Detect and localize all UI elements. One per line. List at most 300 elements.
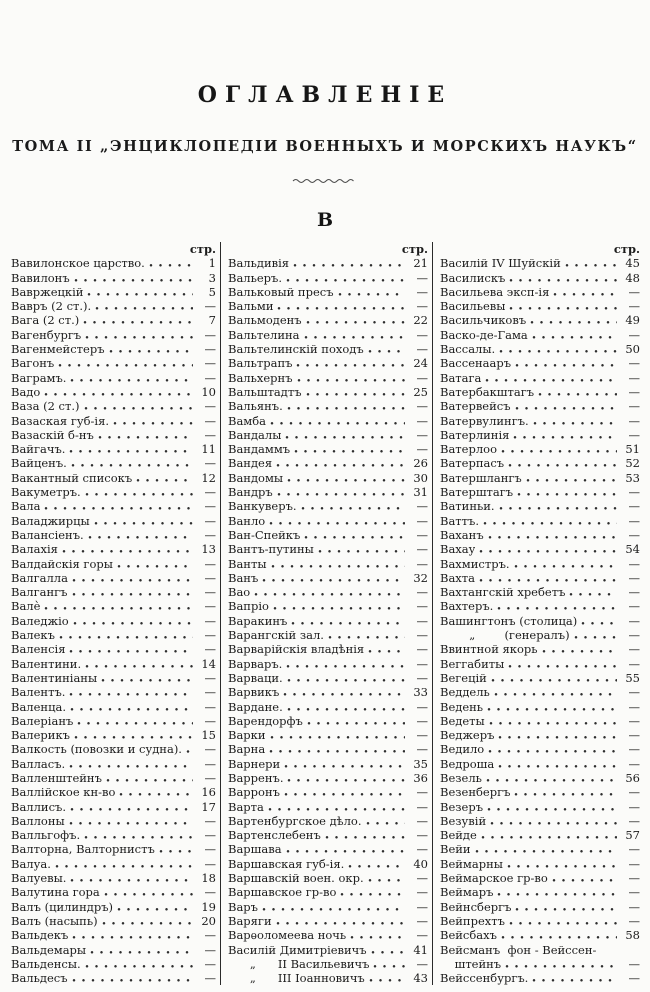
entry-page: 20: [201, 913, 216, 928]
entry-title: Ватерпасъ: [440, 456, 505, 471]
entry-title: Вакуметръ.: [11, 485, 81, 500]
dot-leaders: [552, 285, 617, 299]
dot-leaders: [531, 971, 617, 985]
page-subtitle: ТОМА II „ЭНЦИКЛОПЕДІИ ВОЕННЫХЪ И МОРСКИХЪ НАУКЪ“: [12, 138, 638, 155]
entry-title: Вейсбахъ: [440, 928, 497, 943]
toc-entry: [11, 785, 216, 799]
dot-leaders: [71, 585, 193, 599]
entry-page: —: [628, 785, 640, 800]
entry-title: Варангскій зал.: [228, 628, 324, 643]
entry-page: —: [416, 928, 428, 943]
entry-title: Веддель: [440, 685, 490, 700]
dot-leaders: [497, 757, 617, 771]
entry-page: —: [416, 542, 428, 557]
entry-page: 26: [413, 456, 428, 471]
dot-leaders: [474, 842, 617, 856]
dot-leaders: [532, 414, 617, 428]
toc-entry: [440, 271, 640, 285]
entry-title: Вагенбургъ: [11, 327, 82, 342]
entry-page: —: [628, 384, 640, 399]
toc-entry: [440, 585, 640, 599]
toc-entry: [440, 671, 640, 685]
entry-page: —: [416, 427, 428, 442]
dot-leaders: [158, 842, 193, 856]
toc-entry: [228, 313, 428, 327]
toc-entry: [440, 914, 640, 928]
toc-entry: [11, 771, 216, 785]
toc-entry: [228, 657, 428, 671]
entry-page: —: [204, 842, 216, 857]
entry-page: —: [204, 456, 216, 471]
dot-leaders: [486, 700, 617, 714]
entry-title: Варнери: [228, 756, 281, 771]
dot-leaders: [270, 557, 406, 571]
entry-title: Вапріо: [228, 599, 269, 614]
toc-entry: [440, 885, 640, 899]
entry-title: Веггабиты: [440, 656, 505, 671]
entry-page: 33: [413, 685, 428, 700]
entry-page: —: [204, 327, 216, 342]
dot-leaders: [508, 299, 617, 313]
entry-title: Ваханъ: [440, 527, 484, 542]
dot-leaders: [514, 399, 617, 413]
entry-title: Вальтелинскій походъ: [228, 342, 364, 357]
dot-leaders: [541, 642, 617, 656]
dot-leaders: [286, 700, 405, 714]
entry-page: —: [416, 342, 428, 357]
entry-title: Валаджирцы: [11, 513, 90, 528]
entry-title: Варварійскія владѣнія: [228, 642, 365, 657]
dot-leaders: [286, 471, 405, 485]
toc-entry: [440, 728, 640, 742]
entry-page: —: [628, 842, 640, 857]
entry-page: —: [416, 713, 428, 728]
dot-leaders: [282, 685, 405, 699]
toc-entry: [11, 814, 216, 828]
dot-leaders: [105, 771, 193, 785]
entry-title: Вальхернъ: [228, 370, 293, 385]
dot-leaders: [303, 328, 405, 342]
entry-title: Вахтеръ.: [440, 599, 494, 614]
dot-leaders: [480, 828, 617, 842]
entry-page: —: [204, 756, 216, 771]
toc-entry: [228, 356, 428, 370]
dot-leaders: [276, 485, 405, 499]
toc-entry: [11, 256, 216, 270]
dot-leaders: [368, 971, 405, 985]
page-column-label: стр.: [401, 242, 428, 256]
column-page-header: [228, 242, 428, 256]
entry-page: —: [204, 585, 216, 600]
entry-title: Варакинъ: [228, 613, 288, 628]
dot-leaders: [507, 456, 617, 470]
dot-leaders: [300, 499, 405, 513]
entry-title: Валенсія: [11, 642, 66, 657]
toc-entry: [440, 285, 640, 299]
toc-entry: [11, 514, 216, 528]
dot-leaders: [347, 857, 405, 871]
entry-page: —: [204, 642, 216, 657]
dot-leaders: [516, 485, 617, 499]
entry-page: —: [204, 956, 216, 971]
toc-entry: [228, 299, 428, 313]
entry-page: —: [628, 642, 640, 657]
entry-page: 11: [201, 442, 216, 457]
toc-entry: [440, 785, 640, 799]
toc-entry: [228, 428, 428, 442]
entry-page: —: [628, 399, 640, 414]
dot-leaders: [512, 428, 617, 442]
toc-entry: [228, 757, 428, 771]
entry-title: Вайгачъ.: [11, 442, 66, 457]
entry-page: —: [628, 327, 640, 342]
dot-leaders: [286, 399, 405, 413]
entry-title: Вазаская губ-ія.: [11, 413, 110, 428]
entry-page: —: [204, 670, 216, 685]
dot-leaders: [68, 442, 193, 456]
entry-page: —: [628, 699, 640, 714]
toc-entry: [11, 571, 216, 585]
toc-entry: [11, 700, 216, 714]
entry-title: Валентиніаны: [11, 670, 98, 685]
dot-leaders: [285, 271, 405, 285]
entry-page: 24: [413, 356, 428, 371]
toc-entry: [440, 328, 640, 342]
dot-leaders: [490, 671, 617, 685]
toc-entry: [228, 800, 428, 814]
dot-leaders: [487, 742, 617, 756]
toc-entry: [440, 256, 640, 270]
dot-leaders: [296, 371, 405, 385]
entry-page: 22: [413, 313, 428, 328]
entry-title: Везеръ: [440, 799, 484, 814]
entry-title: Варендорфъ: [228, 713, 303, 728]
toc-entry: [228, 914, 428, 928]
dot-leaders: [367, 642, 405, 656]
toc-entry: [228, 714, 428, 728]
entry-page: —: [416, 913, 428, 928]
dot-leaders: [324, 828, 405, 842]
dot-leaders: [86, 285, 193, 299]
entry-page: —: [416, 842, 428, 857]
dot-leaders: [97, 428, 193, 442]
dot-leaders: [303, 528, 405, 542]
toc-entry: [11, 685, 216, 699]
toc-entry: [228, 399, 428, 413]
dot-leaders: [272, 599, 405, 613]
entry-page: —: [416, 885, 428, 900]
entry-title: Вандаммъ: [228, 442, 291, 457]
entry-title: Варронъ: [228, 785, 280, 800]
entry-page: —: [628, 899, 640, 914]
dot-leaders: [372, 957, 405, 971]
entry-title: Варренъ.: [228, 770, 284, 785]
entry-title: Ватиньи.: [440, 499, 495, 514]
toc-entry: [440, 456, 640, 470]
entry-title: Варвикъ: [228, 685, 280, 700]
toc-entry: [440, 499, 640, 513]
entry-title: Валлійское кн-во: [11, 785, 116, 800]
dot-leaders: [135, 471, 193, 485]
entry-title: Вазаскій б-нъ: [11, 427, 94, 442]
dot-leaders: [69, 700, 193, 714]
entry-title: Валгалла: [11, 570, 68, 585]
toc-entry: [228, 700, 428, 714]
entry-title: Ватага: [440, 370, 482, 385]
entry-page: 57: [625, 828, 640, 843]
dot-leaders: [100, 671, 193, 685]
toc-entry: [440, 928, 640, 942]
entry-page: —: [416, 828, 428, 843]
toc-entry: [228, 642, 428, 656]
entry-page: 31: [413, 485, 428, 500]
toc-entry: [11, 356, 216, 370]
entry-title: Валкость (повозки и судна).: [11, 742, 182, 757]
entry-page: —: [204, 370, 216, 385]
entry-title: Валѐ: [11, 599, 41, 614]
dot-leaders: [68, 685, 193, 699]
toc-entry: [11, 900, 216, 914]
entry-page: —: [416, 299, 428, 314]
toc-columns: [0, 242, 650, 985]
entry-page: 53: [625, 470, 640, 485]
toc-entry: [11, 614, 216, 628]
dot-leaders: [93, 514, 193, 528]
entry-page: —: [628, 527, 640, 542]
dot-leaders: [101, 914, 193, 928]
entry-title: Васильчиковъ: [440, 313, 527, 328]
entry-page: —: [416, 699, 428, 714]
entry-title: Веймарское гр-во: [440, 871, 548, 886]
entry-page: —: [628, 513, 640, 528]
toc-entry: [11, 828, 216, 842]
entry-title: Валъ (насыпь): [11, 913, 98, 928]
entry-title: Валансіенъ.: [11, 527, 84, 542]
entry-title: Вейссенбургъ.: [440, 971, 529, 986]
entry-title: Вальдесъ: [11, 971, 68, 986]
entry-page: —: [628, 656, 640, 671]
toc-entry: [228, 414, 428, 428]
entry-page: —: [628, 856, 640, 871]
toc-entry: [228, 342, 428, 356]
toc-entry: [440, 485, 640, 499]
entry-title: Вамба: [228, 413, 267, 428]
entry-page: —: [416, 956, 428, 971]
entry-page: 1: [208, 256, 216, 271]
dot-leaders: [564, 256, 617, 270]
entry-title: Ватербакштагъ: [440, 384, 535, 399]
entry-title: Вальштадтъ: [228, 384, 302, 399]
page-column-label: стр.: [189, 242, 216, 256]
dot-leaders: [504, 957, 617, 971]
entry-page: —: [204, 628, 216, 643]
entry-title: Вейсманъ фон - Вейссен-: [440, 942, 597, 957]
entry-title: Варваръ.: [228, 656, 283, 671]
toc-entry: [228, 900, 428, 914]
entry-page: —: [628, 813, 640, 828]
entry-title: Вассалы.: [440, 342, 496, 357]
toc-entry: [11, 599, 216, 613]
dot-leaders: [275, 456, 405, 470]
entry-title: Вавилонъ: [11, 270, 70, 285]
entry-title: Везувій: [440, 813, 487, 828]
toc-entry: [228, 471, 428, 485]
toc-entry: [228, 885, 428, 899]
entry-page: —: [628, 284, 640, 299]
entry-title: Ведило: [440, 742, 485, 757]
entry-title: „ III Іоанновичъ: [228, 971, 365, 986]
dot-leaders: [261, 571, 405, 585]
entry-title: Вала: [11, 499, 41, 514]
dot-leaders: [269, 414, 405, 428]
dot-leaders: [68, 757, 193, 771]
dot-leaders: [498, 342, 617, 356]
entry-page: —: [204, 942, 216, 957]
dot-leaders: [305, 385, 405, 399]
entry-title: Вейнсбергъ: [440, 899, 512, 914]
toc-entry: [11, 456, 216, 470]
dot-leaders: [83, 399, 194, 413]
entry-page: —: [628, 685, 640, 700]
entry-title: Ванло: [228, 513, 266, 528]
toc-entry: [228, 499, 428, 513]
dot-leaders: [268, 742, 405, 756]
entry-page: —: [416, 628, 428, 643]
dot-leaders: [70, 456, 193, 470]
entry-page: 36: [413, 770, 428, 785]
toc-entry: [11, 414, 216, 428]
toc-entry: [11, 714, 216, 728]
entry-page: 40: [413, 856, 428, 871]
toc-entry: [440, 871, 640, 885]
toc-column-3: [433, 242, 644, 985]
entry-page: —: [416, 327, 428, 342]
entry-title: Варшавскій воен. окр.: [228, 871, 364, 886]
entry-page: —: [416, 670, 428, 685]
dot-leaders: [525, 471, 617, 485]
toc-entry: [440, 528, 640, 542]
toc-entry: [11, 399, 216, 413]
entry-title: Вандея: [228, 456, 273, 471]
toc-entry: [228, 256, 428, 270]
entry-page: —: [416, 599, 428, 614]
dot-leaders: [531, 328, 617, 342]
entry-title: Вассенааръ: [440, 356, 512, 371]
entry-page: 13: [201, 542, 216, 557]
entry-page: 10: [201, 384, 216, 399]
toc-entry: [440, 943, 640, 957]
dot-leaders: [185, 742, 193, 756]
entry-title: Варшава: [228, 842, 282, 857]
entry-page: —: [416, 799, 428, 814]
dot-leaders: [57, 356, 193, 370]
entry-page: —: [628, 885, 640, 900]
entry-title: Вальянъ.: [228, 399, 283, 414]
toc-entry: [11, 628, 216, 642]
dot-leaders: [269, 728, 405, 742]
entry-title: Вартенслебенъ: [228, 828, 321, 843]
dot-leaders: [148, 256, 193, 270]
entry-title: Ведеты: [440, 713, 485, 728]
entry-page: 3: [208, 270, 216, 285]
entry-title: Ваттъ.: [440, 513, 480, 528]
toc-entry: [228, 671, 428, 685]
dot-leaders: [108, 342, 193, 356]
entry-title: Вайценъ.: [11, 456, 67, 471]
entry-page: —: [416, 613, 428, 628]
entry-title: Ватершлангъ: [440, 470, 522, 485]
dot-leaders: [367, 871, 405, 885]
dot-leaders: [118, 785, 193, 799]
entry-title: Ванты: [228, 556, 267, 571]
dot-leaders: [482, 514, 617, 528]
entry-page: —: [628, 756, 640, 771]
entry-page: —: [204, 356, 216, 371]
toc-entry: [440, 971, 640, 985]
dot-leaders: [84, 328, 193, 342]
toc-entry: [11, 928, 216, 942]
entry-title: Вао: [228, 585, 251, 600]
entry-page: 45: [625, 256, 640, 271]
toc-entry: [228, 585, 428, 599]
entry-page: 55: [625, 670, 640, 685]
dot-leaders: [478, 542, 617, 556]
entry-title: штейнъ: [440, 956, 502, 971]
entry-page: —: [204, 713, 216, 728]
entry-title: Вейи: [440, 842, 471, 857]
dot-leaders: [365, 814, 406, 828]
entry-page: —: [416, 742, 428, 757]
entry-page: —: [628, 913, 640, 928]
entry-page: —: [204, 485, 216, 500]
dot-leaders: [285, 657, 405, 671]
dot-leaders: [103, 885, 193, 899]
entry-page: —: [204, 813, 216, 828]
dot-leaders: [306, 714, 405, 728]
toc-entry: [11, 971, 216, 985]
dot-leaders: [339, 885, 405, 899]
toc-entry: [228, 728, 428, 742]
toc-entry: [228, 271, 428, 285]
dot-leaders: [89, 943, 193, 957]
entry-title: Вантъ-путины: [228, 542, 314, 557]
toc-entry: [228, 285, 428, 299]
entry-page: —: [416, 899, 428, 914]
dot-leaders: [284, 428, 405, 442]
entry-title: Вандомы: [228, 470, 284, 485]
dot-leaders: [286, 671, 405, 685]
entry-title: „ II Васильевичъ: [228, 956, 370, 971]
dot-leaders: [484, 371, 617, 385]
entry-title: Вартенбургское дѣло.: [228, 813, 362, 828]
dot-leaders: [283, 785, 405, 799]
toc-entry: [228, 971, 428, 985]
entry-title: „ (генералъ): [440, 628, 570, 643]
entry-title: Василискъ: [440, 270, 506, 285]
entry-title: Вахау: [440, 542, 476, 557]
entry-page: —: [204, 413, 216, 428]
page-column-label: стр.: [613, 242, 640, 256]
toc-entry: [11, 914, 216, 928]
entry-page: —: [628, 728, 640, 743]
entry-title: Валгангъ: [11, 585, 68, 600]
dot-leaders: [116, 900, 193, 914]
toc-entry: [228, 685, 428, 699]
toc-entry: [228, 814, 428, 828]
toc-entry: [440, 542, 640, 556]
dot-leaders: [496, 885, 617, 899]
dot-leaders: [286, 771, 405, 785]
